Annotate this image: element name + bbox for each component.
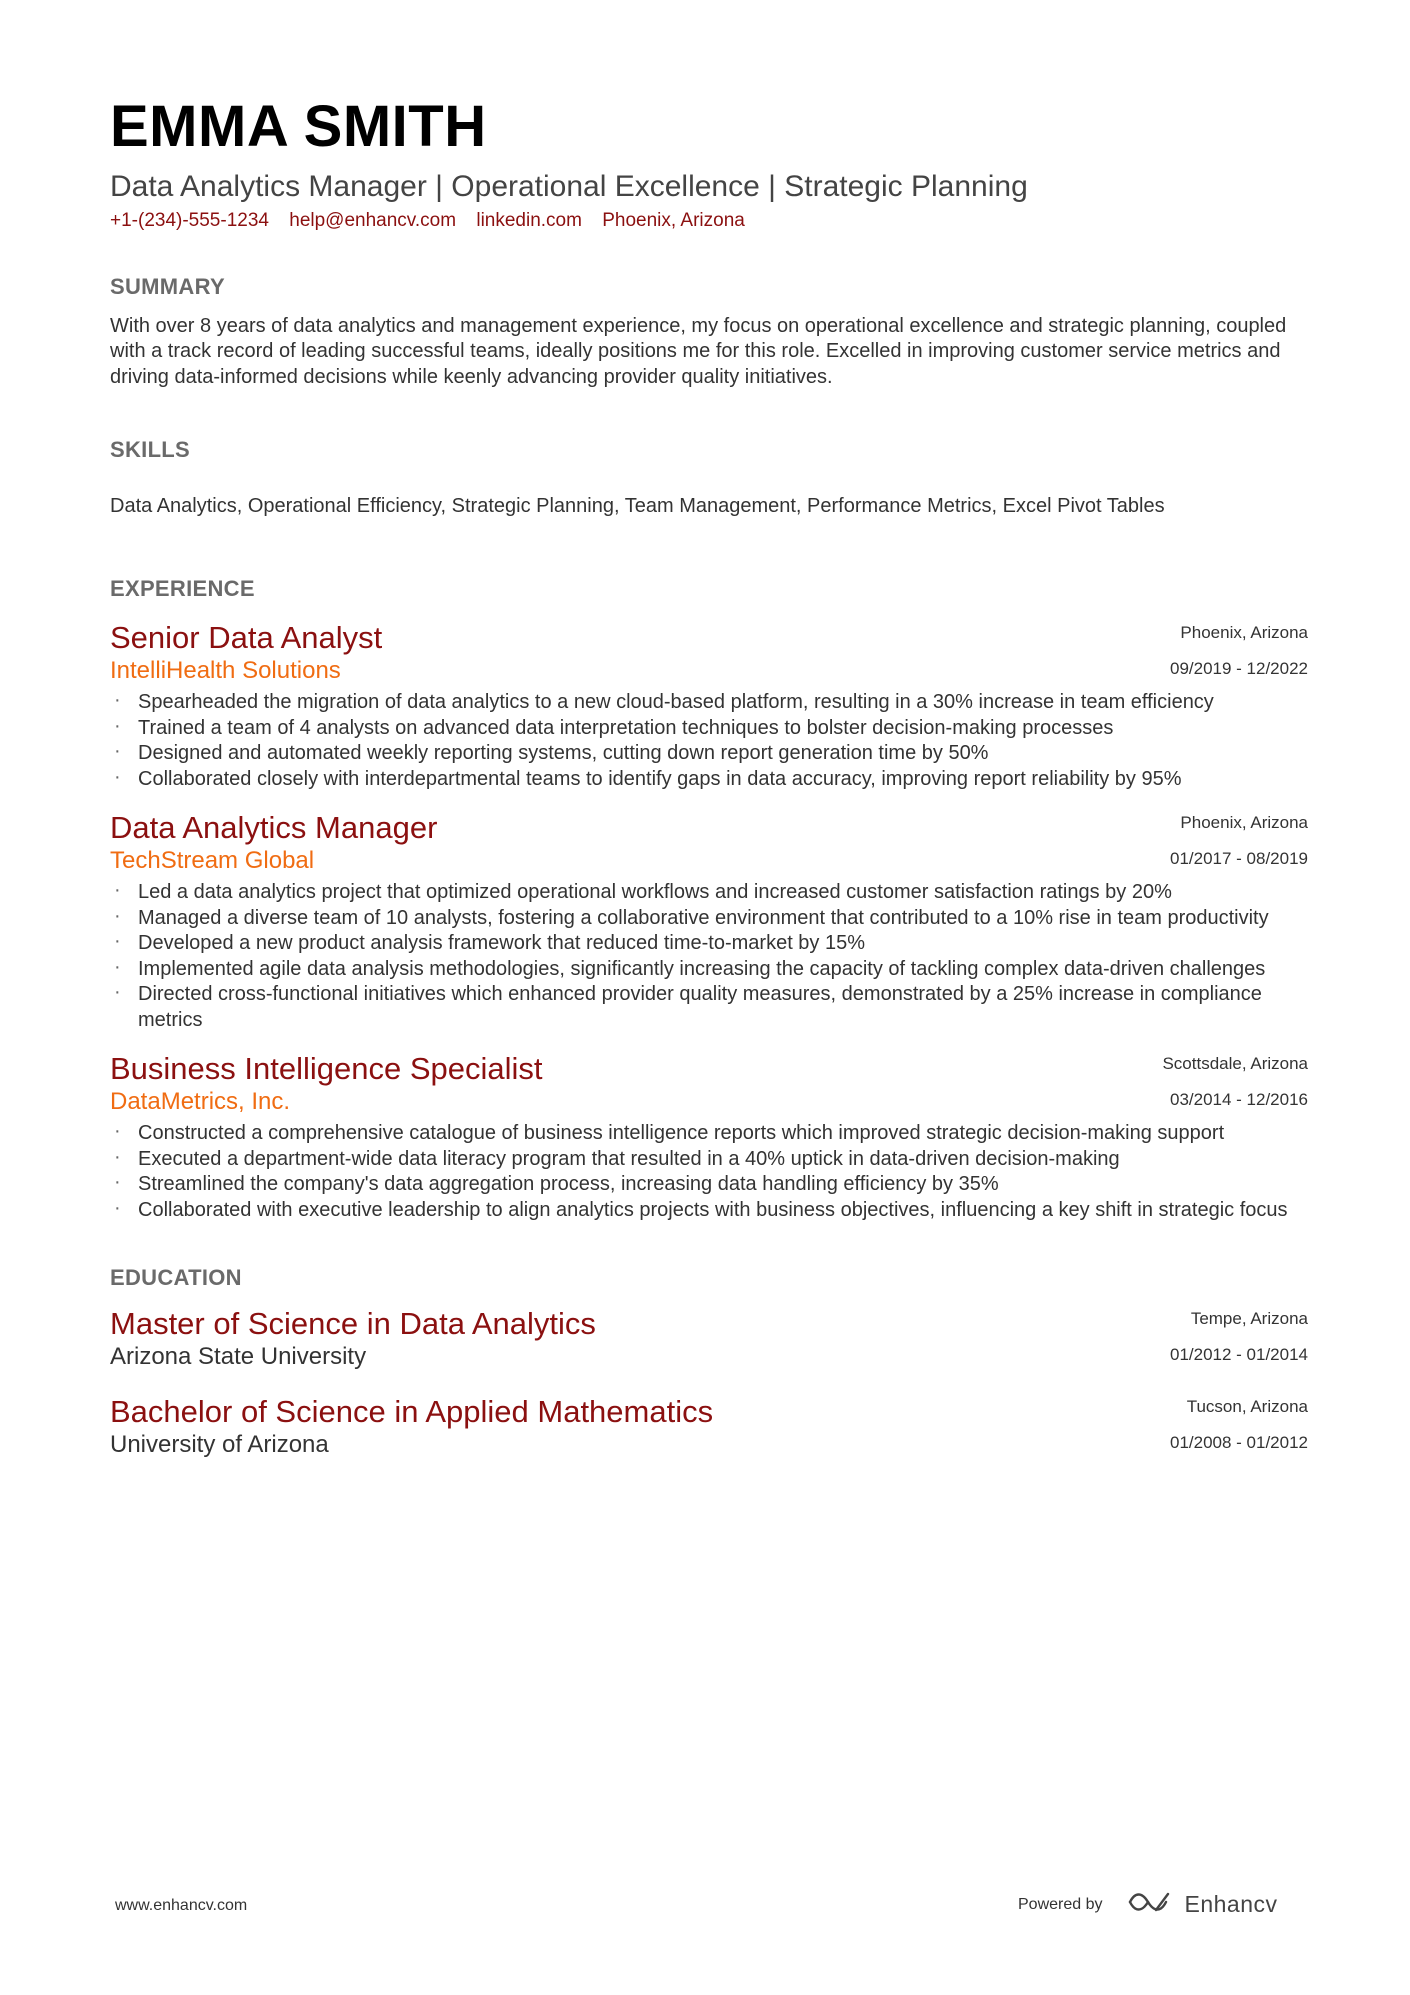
bullet-item: · Constructed a comprehensive catalogue of business intelligence reports which improved strategic decision-making support (138, 1121, 1308, 1147)
job-location: Phoenix, Arizona (1180, 623, 1308, 642)
job-entry (110, 619, 1308, 792)
bullet-item: · Trained a team of 4 analysts on advanced data interpretation techniques to bolster decision-making processes (138, 716, 1308, 742)
enhancv-brand-name: Enhancv (1184, 1891, 1278, 1917)
education-dates: 01/2012 - 01/2014 (1169, 1345, 1308, 1364)
job-entry (110, 1050, 1308, 1223)
phone-link[interactable]: +1-(234)-555-1234 (110, 209, 269, 231)
education-dates: 01/2008 - 01/2012 (1169, 1433, 1308, 1452)
enhancv-logo-icon (1127, 1889, 1173, 1920)
job-entry (110, 809, 1308, 1033)
company-name: TechStream Global (110, 847, 315, 874)
bullet-item: · Directed cross-functional initiatives which enhanced provider quality measures, demonstrated by a 25% increase in compliance metrics (138, 982, 1308, 1033)
bullet-item: · Spearheaded the migration of data analytics to a new cloud-based platform, resulting in a 30% increase in team efficiency (138, 690, 1308, 716)
job-location: Phoenix, Arizona (1180, 813, 1308, 832)
education-heading: EDUCATION (110, 1265, 242, 1290)
email-link[interactable]: help@enhancv.com (289, 209, 457, 231)
job-title: Data Analytics Manager (110, 810, 438, 845)
job-title: Senior Data Analyst (110, 620, 383, 655)
linkedin-link[interactable]: linkedin.com (476, 209, 582, 231)
skills-text: Data Analytics, Operational Efficiency, Strategic Planning, Team Management, Performance Metrics, Excel Pivot Tables (110, 495, 1165, 517)
footer-branding[interactable] (1018, 1889, 1278, 1920)
bullet-item: · Collaborated with executive leadership to align analytics projects with business objectives, influencing a key shift in strategic focus (138, 1198, 1308, 1224)
bullet-item: · Developed a new product analysis framework that reduced time-to-market by 15% (138, 931, 1308, 957)
headline: Data Analytics Manager | Operational Excellence | Strategic Planning (110, 170, 1028, 203)
job-dates: 01/2017 - 08/2019 (1169, 849, 1308, 868)
education-entry (110, 1305, 1308, 1371)
school-name: Arizona State University (110, 1343, 367, 1370)
degree-title: Bachelor of Science in Applied Mathematics (110, 1394, 714, 1429)
bullet-item: · Executed a department-wide data literacy program that resulted in a 40% uptick in data-driven decision-making (138, 1147, 1308, 1173)
summary-heading: SUMMARY (110, 273, 225, 299)
powered-by-label: Powered by (1018, 1895, 1103, 1913)
school-name: University of Arizona (110, 1431, 329, 1458)
education-entry (110, 1393, 1308, 1459)
job-dates: 09/2019 - 12/2022 (1169, 659, 1308, 678)
summary-text: With over 8 years of data analytics and management experience, my focus on operational excellence and strategic planning, coupled with a track record of leading successful teams, ideally positions me for this role. Excelled in improving customer service metrics and driving data-informed decisions while keenly advancing provider quality initiatives. (110, 314, 1287, 388)
job-title: Business Intelligence Specialist (110, 1051, 543, 1086)
job-bullets (110, 690, 1308, 792)
company-name: IntelliHealth Solutions (110, 657, 341, 684)
job-bullets (110, 1121, 1308, 1223)
bullet-item: · Streamlined the company's data aggregation process, increasing data handling efficiency by 35% (138, 1172, 1308, 1198)
contact-row (110, 210, 1308, 232)
location-text: Phoenix, Arizona (602, 209, 745, 231)
resume-page (110, 94, 1308, 1459)
bullet-item: · Designed and automated weekly reporting systems, cutting down report generation time by 50% (138, 741, 1308, 767)
bullet-item: · Collaborated closely with interdepartmental teams to identify gaps in data accuracy, improving report reliability by 95% (138, 767, 1308, 793)
job-location: Scottsdale, Arizona (1162, 1054, 1308, 1073)
company-name: DataMetrics, Inc. (110, 1088, 291, 1115)
bullet-item: · Led a data analytics project that optimized operational workflows and increased customer satisfaction ratings by 20% (138, 880, 1308, 906)
skills-heading: SKILLS (110, 437, 191, 462)
education-location: Tempe, Arizona (1190, 1309, 1308, 1328)
bullet-item: · Managed a diverse team of 10 analysts, fostering a collaborative environment that contributed to a 10% rise in team productivity (138, 906, 1308, 932)
job-dates: 03/2014 - 12/2016 (1169, 1090, 1308, 1109)
candidate-name: EMMA SMITH (110, 94, 487, 159)
degree-title: Master of Science in Data Analytics (110, 1306, 596, 1341)
education-location: Tucson, Arizona (1186, 1397, 1308, 1416)
bullet-item: · Implemented agile data analysis methodologies, significantly increasing the capacity of tackling complex data-driven challenges (138, 957, 1308, 983)
job-bullets (110, 880, 1308, 1033)
footer-website-link[interactable]: www.enhancv.com (115, 1897, 248, 1914)
experience-heading: EXPERIENCE (110, 576, 255, 601)
